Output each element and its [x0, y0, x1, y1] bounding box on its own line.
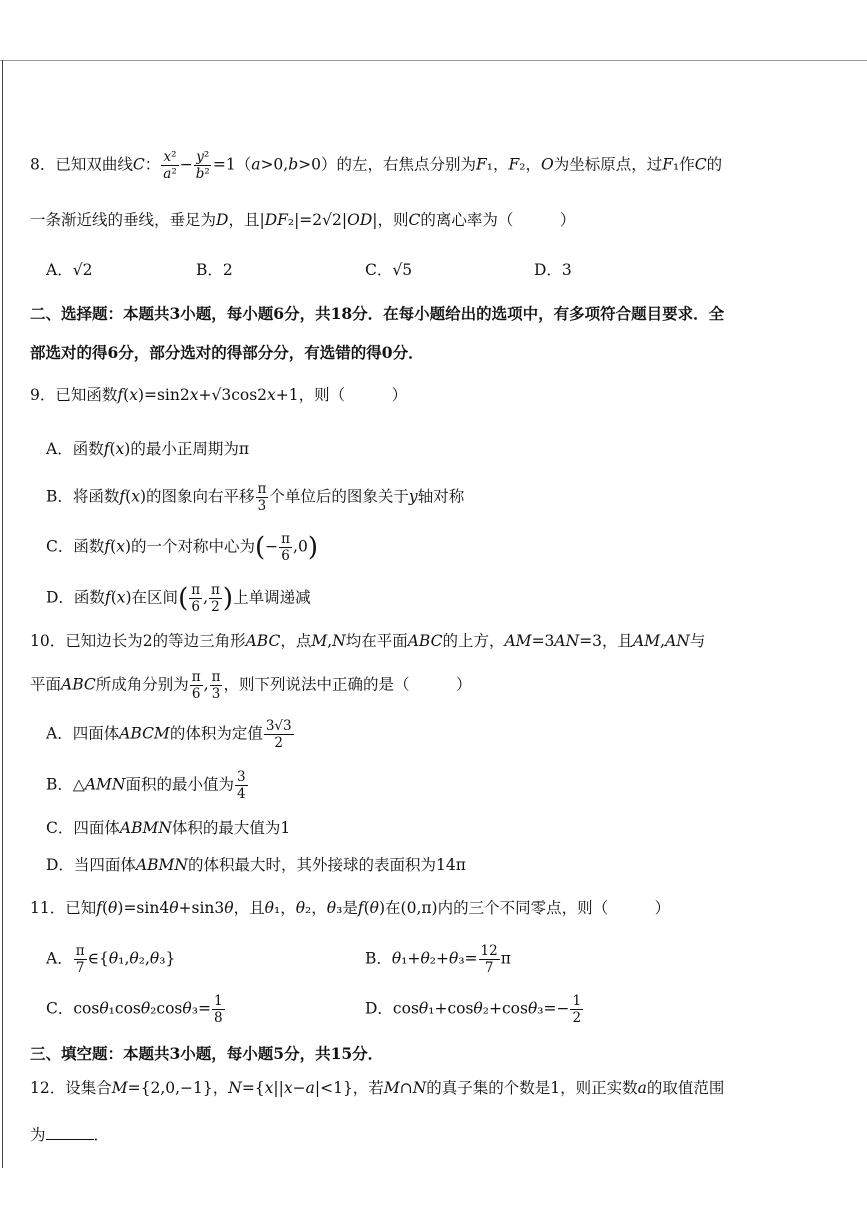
q10-option-a: A．四面体ABCM的体积为定值 $\frac{3√3}{2}$	[46, 718, 292, 752]
q10-option-c: C．四面体ABMN体积的最大值为1	[46, 819, 291, 837]
q8-option-b: B．2	[196, 261, 233, 279]
q9-stem: 9．已知函数f(x)=sin2x+√3cos2x+1，则（ ）	[30, 386, 408, 404]
q9-option-d: D．函数f(x)在区间( $\frac{\pi}{6}$ , $\frac{\pi}{2}$ )上单调递减	[46, 582, 311, 616]
q12-line1: 12．设集合M={2,0,−1}，N={x||x−a|<1}，若M∩N的真子集的个数是1，则正实数a的取值范围	[30, 1079, 725, 1097]
q9-option-a: A．函数f(x)的最小正周期为π	[46, 440, 250, 458]
q10-option-b: B．△AMN面积的最小值为 $\frac{3}{4}$	[46, 769, 246, 803]
q8-option-c: C．√5	[365, 261, 413, 279]
page-left-border	[2, 60, 3, 1168]
answer-blank[interactable]	[46, 1138, 94, 1140]
page-top-border	[0, 60, 867, 61]
q10-option-d: D．当四面体ABMN的体积最大时，其外接球的表面积为14π	[46, 856, 466, 874]
section2-heading-line2: 部选对的得6分，部分选对的得部分分，有选错的得0分．	[30, 343, 424, 362]
q8-option-a: A．√2	[46, 261, 93, 279]
q8-line1: 8．已知双曲线C： $\frac{\text{x²}}{\text{a²}}$ − $\frac{\text{y²}}{\text{b²}}$ =1（a>0,b>0）的左，右焦点分别为F₁，F₂，O为坐标原点，过F₁作C的	[30, 149, 723, 183]
section2-heading-line1: 二、选择题：本题共3小题，每小题6分，共18分．在每小题给出的选项中，有多项符合题目要求．全	[30, 304, 725, 323]
q12-line2: 为 ．	[30, 1126, 110, 1144]
section3-heading: 三、填空题：本题共3小题，每小题5分，共15分．	[30, 1044, 384, 1063]
q11-option-c: C．cosθ₁cosθ₂cosθ₃= $\frac{1}{8}$	[46, 993, 223, 1027]
q8-option-d: D．3	[534, 261, 572, 279]
q9-option-c: C．函数f(x)的一个对称中心为(− $\frac{\pi}{6}$ ,0)	[46, 531, 318, 565]
q11-option-d: D．cosθ₁+cosθ₂+cosθ₃=− $\frac{1}{2}$	[365, 993, 582, 1027]
q10-line2: 平面ABC所成角分别为 $\frac{\pi}{6}$ , $\frac{\pi}{3}$ ，则下列说法中正确的是（ ）	[30, 669, 472, 703]
q11-option-b: B．θ₁+θ₂+θ₃= $\frac{12}{7}$ π	[365, 943, 511, 977]
q8-line2: 一条渐近线的垂线，垂足为D，且|DF₂|=2√2|OD|，则C的离心率为（ ）	[30, 211, 576, 229]
q10-line1: 10．已知边长为2的等边三角形ABC，点M,N均在平面ABC的上方，AM=3AN=3，且AM,AN与	[30, 632, 706, 650]
q11-option-a: A． $\frac{\pi}{7}$ ∈{θ₁,θ₂,θ₃}	[46, 943, 176, 977]
q9-option-b: B．将函数f(x)的图象向右平移 $\frac{\pi}{3}$ 个单位后的图象关于y轴对称	[46, 481, 465, 515]
q11-stem: 11．已知f(θ)=sin4θ+sin3θ，且θ₁，θ₂，θ₃是f(θ)在(0,π)内的三个不同零点，则（ ）	[30, 899, 671, 917]
